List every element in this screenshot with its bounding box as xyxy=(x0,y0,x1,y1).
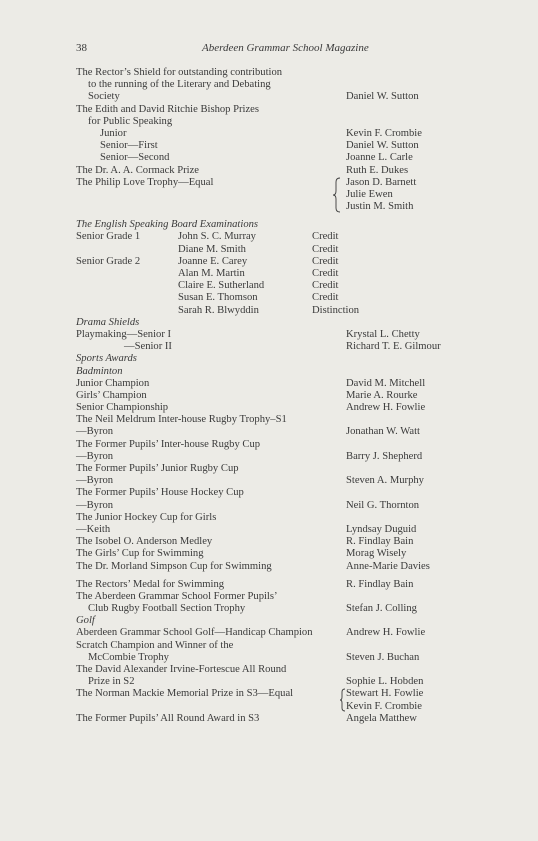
result: Credit xyxy=(312,255,339,267)
list-item: —Byron xyxy=(76,475,114,487)
list-item: The Dr. A. A. Cormack Prize xyxy=(76,164,199,176)
winner-name: Angela Matthew xyxy=(346,712,417,724)
winner-name: Andrew H. Fowlie xyxy=(346,627,426,639)
brace-icon xyxy=(332,177,342,213)
winner-name: Andrew H. Fowlie xyxy=(346,402,426,414)
list-item: —Keith xyxy=(76,523,111,535)
winner-name: Jason D. Barnett xyxy=(346,176,417,188)
winner-name: Julie Ewen xyxy=(346,188,393,200)
candidate-name: John S. C. Murray xyxy=(178,231,256,243)
list-item: Junior xyxy=(100,127,127,139)
list-item: The Isobel O. Anderson Medley xyxy=(76,536,213,548)
winner-name: Anne-Marie Davies xyxy=(346,560,430,572)
list-item: The David Alexander Irvine-Fortescue All Round xyxy=(76,664,287,676)
winner-name: R. Findlay Bain xyxy=(346,578,414,590)
list-item: —Byron xyxy=(76,499,114,511)
result: Credit xyxy=(312,231,339,243)
list-item: —Senior II xyxy=(124,341,172,353)
winner-name: Steven A. Murphy xyxy=(346,475,424,487)
list-item: The Aberdeen Grammar School Former Pupils’ xyxy=(76,590,278,602)
list-item: Senior—Second xyxy=(100,152,170,164)
candidate-name: Susan E. Thomson xyxy=(178,292,258,304)
winner-name: Neil G. Thornton xyxy=(346,499,420,511)
running-title: Aberdeen Grammar School Magazine xyxy=(202,42,369,54)
list-item: The Former Pupils’ House Hockey Cup xyxy=(76,487,244,499)
list-item: Senior Championship xyxy=(76,402,169,414)
subsection-heading: Badminton xyxy=(76,365,123,377)
list-item: Prize in S2 xyxy=(88,676,135,688)
list-item: Senior—First xyxy=(100,140,158,152)
winner-name: Richard T. E. Gilmour xyxy=(346,341,441,353)
list-item: The Former Pupils’ Inter-house Rugby Cup xyxy=(76,438,261,450)
winner-name: Stewart H. Fowlie xyxy=(346,688,424,700)
list-item: Junior Champion xyxy=(76,377,150,389)
section-heading: The English Speaking Board Examinations xyxy=(76,219,259,231)
list-item: The Junior Hockey Cup for Girls xyxy=(76,511,217,523)
winner-name: Kevin F. Crombie xyxy=(346,127,422,139)
list-item: The Rector’s Shield for outstanding contribution xyxy=(76,67,283,78)
subsection-heading: Golf xyxy=(76,615,95,627)
prize-list xyxy=(76,67,496,725)
page-number: 38 xyxy=(76,42,87,54)
list-item: McCombie Trophy xyxy=(88,651,169,663)
winner-name: Marie A. Rourke xyxy=(346,389,418,401)
list-item: to the running of the Literary and Debating xyxy=(88,79,271,91)
section-heading: Sports Awards xyxy=(76,353,137,365)
grade-label: Senior Grade 1 xyxy=(76,231,141,243)
winner-name: Daniel W. Sutton xyxy=(346,91,419,103)
list-item: Aberdeen Grammar School Golf—Handicap Champion xyxy=(76,627,313,639)
winner-name: Sophie L. Hobden xyxy=(346,676,424,688)
winner-name: Lyndsay Duguid xyxy=(346,523,417,535)
list-item: for Public Speaking xyxy=(88,115,173,127)
list-item: Playmaking—Senior I xyxy=(76,328,172,340)
list-item: The Former Pupils’ All Round Award in S3 xyxy=(76,712,260,724)
list-item: The Rectors’ Medal for Swimming xyxy=(76,578,225,590)
winner-name: Krystal L. Chetty xyxy=(346,328,420,340)
winner-name: Daniel W. Sutton xyxy=(346,140,419,152)
candidate-name: Diane M. Smith xyxy=(178,243,246,255)
list-item: The Philip Love Trophy—Equal xyxy=(76,176,214,188)
candidate-name: Alan M. Martin xyxy=(178,268,245,280)
winner-name: Ruth E. Dukes xyxy=(346,164,409,176)
list-item: The Dr. Morland Simpson Cup for Swimming xyxy=(76,560,272,572)
list-item: The Edith and David Ritchie Bishop Prizes xyxy=(76,103,260,115)
winner-name: Kevin F. Crombie xyxy=(346,700,422,712)
list-item: —Byron xyxy=(76,426,114,438)
list-item: Girls’ Champion xyxy=(76,389,147,401)
winner-name: David M. Mitchell xyxy=(346,377,426,389)
winner-name: Steven J. Buchan xyxy=(346,651,420,663)
winner-name: R. Findlay Bain xyxy=(346,536,414,548)
result: Credit xyxy=(312,292,339,304)
winner-name: Justin M. Smith xyxy=(346,201,414,213)
winner-name: Stefan J. Colling xyxy=(346,603,417,615)
list-item: Scratch Champion and Winner of the xyxy=(76,639,234,651)
result: Credit xyxy=(312,243,339,255)
candidate-name: Claire E. Sutherland xyxy=(178,280,265,292)
list-item: —Byron xyxy=(76,450,114,462)
winner-name: Joanne L. Carle xyxy=(346,152,413,164)
list-item: The Norman Mackie Memorial Prize in S3—Equal xyxy=(76,688,294,700)
list-item: The Former Pupils’ Junior Rugby Cup xyxy=(76,463,239,475)
winner-name: Barry J. Shepherd xyxy=(346,450,423,462)
list-item: The Neil Meldrum Inter-house Rugby Trophy–S1 xyxy=(76,414,287,426)
list-item: Club Rugby Football Section Trophy xyxy=(88,603,246,615)
list-item: The Girls’ Cup for Swimming xyxy=(76,548,204,560)
section-heading: Drama Shields xyxy=(76,316,140,328)
winner-name: Jonathan W. Watt xyxy=(346,426,420,438)
result: Credit xyxy=(312,280,339,292)
candidate-name: Joanne E. Carey xyxy=(178,255,248,267)
grade-label: Senior Grade 2 xyxy=(76,255,141,267)
result: Credit xyxy=(312,268,339,280)
winner-name: Morag Wisely xyxy=(346,548,407,560)
candidate-name: Sarah R. Blwyddin xyxy=(178,304,259,316)
list-item: Society xyxy=(88,91,120,103)
result: Distinction xyxy=(312,304,360,316)
